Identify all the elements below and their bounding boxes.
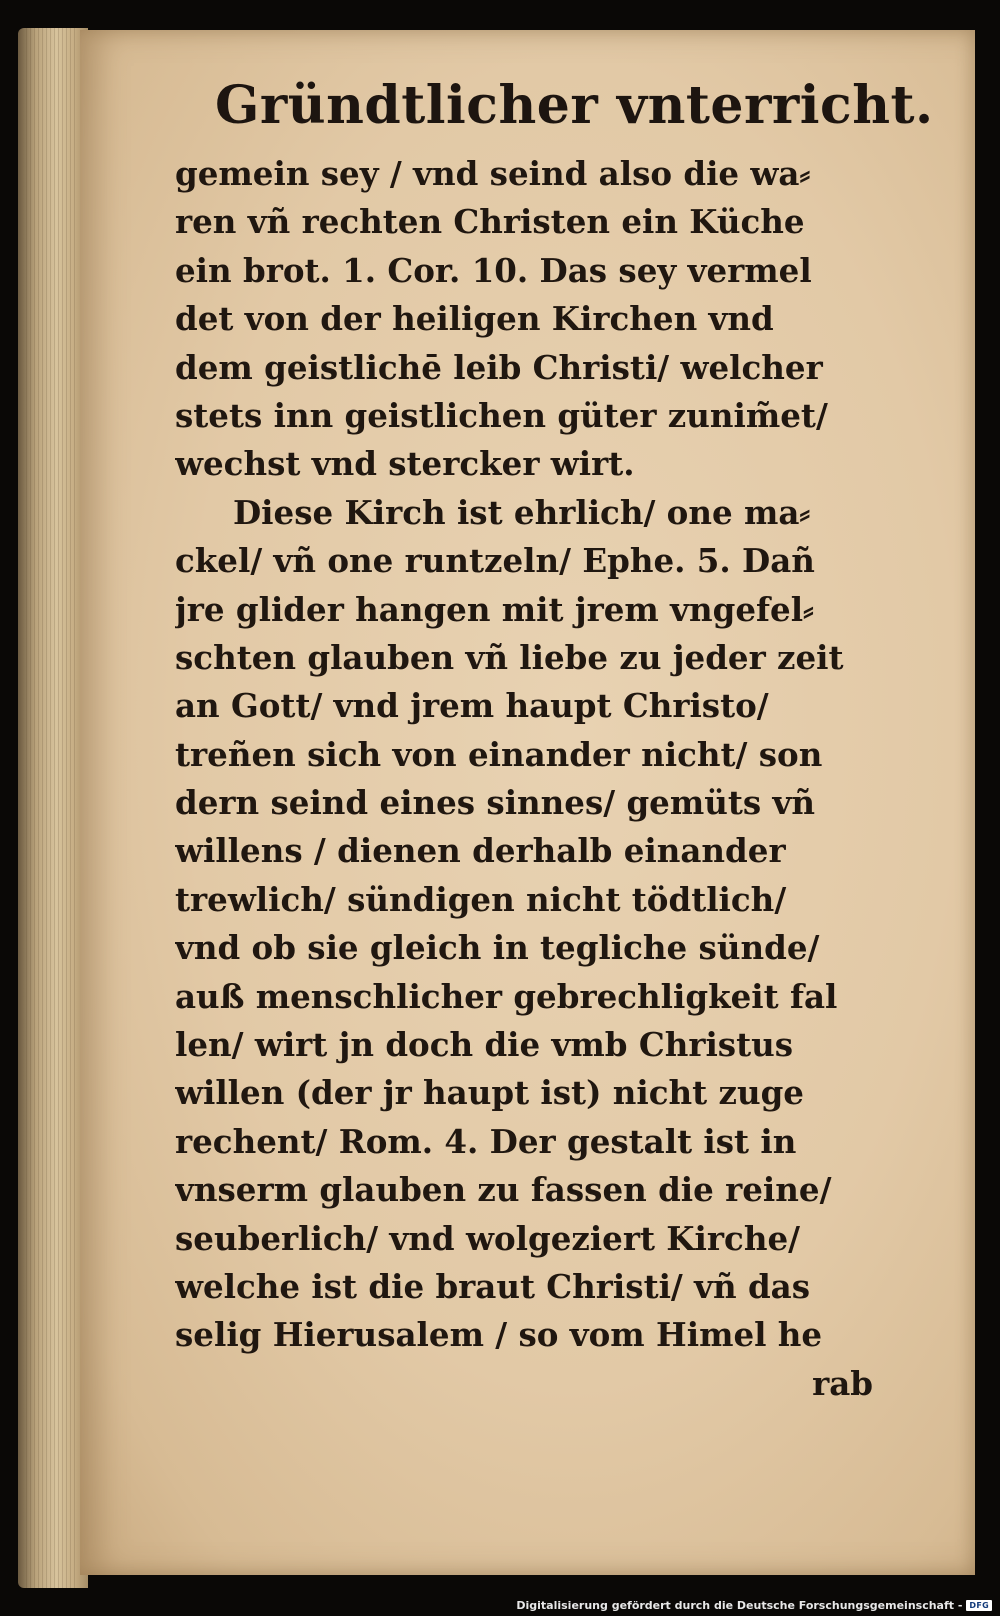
- book-page-edge: [18, 28, 88, 1588]
- page-text-block: [175, 150, 875, 1408]
- text-line: willen (der jr haupt ist) nicht zuge: [175, 1073, 804, 1113]
- text-line: rechent/ Rom. 4. Der gestalt ist in: [175, 1121, 797, 1161]
- text-line: seuberlich/ vnd wolgeziert Kirche/: [175, 1218, 800, 1258]
- text-line: selig Hierusalem / so vom Himel he: [175, 1315, 823, 1355]
- dfg-logo: DFG: [966, 1600, 992, 1611]
- text-line: welche ist die braut Christi/ vñ das: [175, 1266, 811, 1306]
- text-line: schten glauben vñ liebe zu jeder zeit: [175, 637, 844, 677]
- text-line: wechst vnd stercker wirt.: [175, 444, 635, 484]
- text-line: auß menschlicher gebrechligkeit fal: [175, 976, 838, 1016]
- text-line: jre glider hangen mit jrem vngefel⸗: [175, 589, 814, 629]
- text-line: willens / dienen derhalb einander: [175, 831, 786, 871]
- text-line: vnd ob sie gleich in tegliche sünde/: [175, 928, 820, 968]
- text-line: ren vñ rechten Christen ein Küche: [175, 202, 805, 242]
- digitization-credit: [516, 1599, 992, 1612]
- text-line: an Gott/ vnd jrem haupt Christo/: [175, 686, 769, 726]
- text-line: dern seind eines sinnes/ gemüts vñ: [175, 783, 816, 823]
- catchword: rab: [812, 1363, 873, 1403]
- text-line: treñen sich von einander nicht/ son: [175, 734, 823, 774]
- digitization-credit-text: Digitalisierung gefördert durch die Deutsche Forschungsgemeinschaft -: [516, 1599, 963, 1612]
- text-line: ein brot. 1. Cor. 10. Das sey vermel: [175, 250, 812, 290]
- text-line: vnserm glauben zu fassen die reine/: [175, 1170, 832, 1210]
- text-line: trewlich/ sündigen nicht tödtlich/: [175, 879, 787, 919]
- text-line: dem geistlichē leib Christi/ welcher: [175, 347, 823, 387]
- text-line-paragraph-start: Diese Kirch ist ehrlich/ one ma⸗: [233, 492, 811, 532]
- text-line: len/ wirt jn doch die vmb Christus: [175, 1025, 794, 1065]
- text-line: ckel/ vñ one runtzeln/ Ephe. 5. Dañ: [175, 541, 815, 581]
- text-line: det von der heiligen Kirchen vnd: [175, 299, 774, 339]
- running-head: Gründtlicher vnterricht.: [215, 75, 934, 136]
- text-line: stets inn geistlichen güter zunim̃et/: [175, 395, 828, 435]
- text-line: gemein sey / vnd seind also die wa⸗: [175, 154, 811, 193]
